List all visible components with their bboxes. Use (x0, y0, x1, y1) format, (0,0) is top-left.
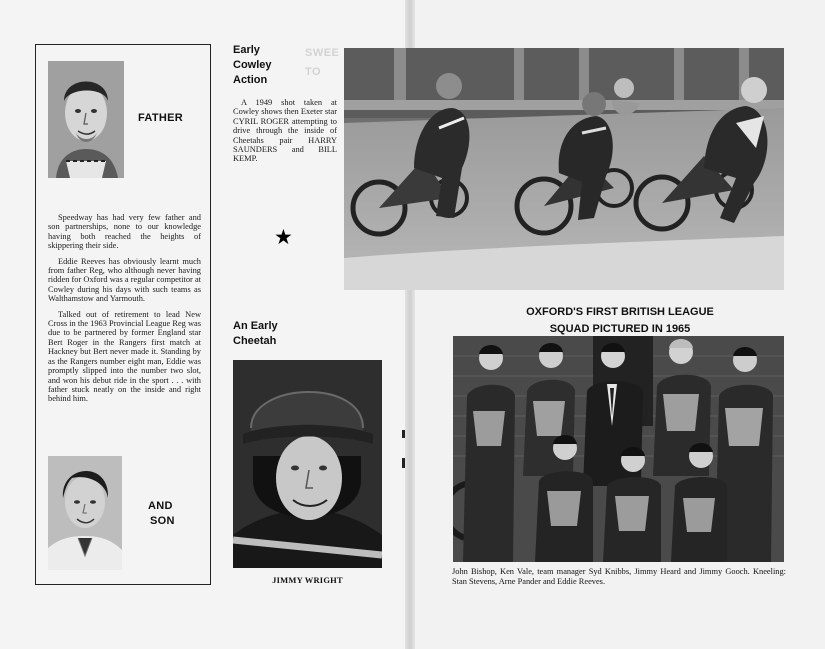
action-heading (233, 43, 272, 88)
show-through-text: TO (305, 66, 322, 78)
team-squad-icon (453, 336, 784, 562)
action-caption: A 1949 shot taken at Cowley shows then Exeter star CYRIL ROGER attempting to drive through the inside of Cheetahs pair HARRY SAUNDERS and BILL KEMP. (233, 98, 337, 164)
helmeted-rider-icon (233, 360, 382, 568)
cheetah-rider-photo (233, 360, 382, 568)
cheetah-heading (233, 319, 278, 349)
father-portrait-icon (48, 61, 124, 178)
squad-photo (453, 336, 784, 562)
speedway-action-photo (344, 48, 784, 290)
binding-mark (402, 430, 405, 438)
star-icon: ★ (274, 225, 293, 249)
son-portrait-icon (48, 456, 122, 570)
article-paragraph: Speedway has had very few father and son partnerships, none to our knowledge having both reached the heights of skippering their side. (48, 213, 201, 251)
heading-line: An Early (233, 320, 278, 332)
squad-caption: John Bishop, Ken Vale, team manager Syd Knibbs, Jimmy Heard and Jimmy Gooch. Kneeling: Stan Stevens, Arne Pander and Eddie Reeves. (452, 567, 786, 586)
squad-title-line: SQUAD PICTURED IN 1965 (549, 323, 691, 335)
heading-line: Cowley (233, 59, 272, 71)
and-label: AND (148, 500, 173, 512)
heading-line: Early (233, 44, 260, 56)
squad-title-line: OXFORD'S FIRST BRITISH LEAGUE (526, 306, 714, 318)
speedway-riders-icon (344, 48, 784, 290)
article-paragraph: Eddie Reeves has obviously learnt much from father Reg, who although never having ridden for Oxford was a regular competitor at Cowley during his days with such teams as Walthamstow and Yarmouth. (48, 256, 201, 304)
father-label: FATHER (138, 112, 183, 124)
father-photo (48, 61, 124, 178)
heading-line: Action (233, 74, 268, 86)
binding-mark (402, 458, 405, 468)
son-photo (48, 456, 122, 570)
article-text (48, 213, 201, 410)
heading-line: Cheetah (233, 335, 277, 347)
show-through-text: SWEE (305, 47, 340, 59)
son-label: SON (150, 515, 175, 527)
squad-title (470, 304, 770, 338)
cheetah-caption: JIMMY WRIGHT (272, 575, 343, 585)
article-paragraph: Talked out of retirement to lead New Cross in the 1963 Provincial League Reg was due to be partnered by former England star Bert Roger in the Rangers first match at Hackney but Bert never made it. Standing by as the Rangers number eight man, Eddie was promptly slipped into the number two slot, and won his debut ride in the sport . . . with father stuck neatly on the inside and right behind him. (48, 309, 201, 404)
